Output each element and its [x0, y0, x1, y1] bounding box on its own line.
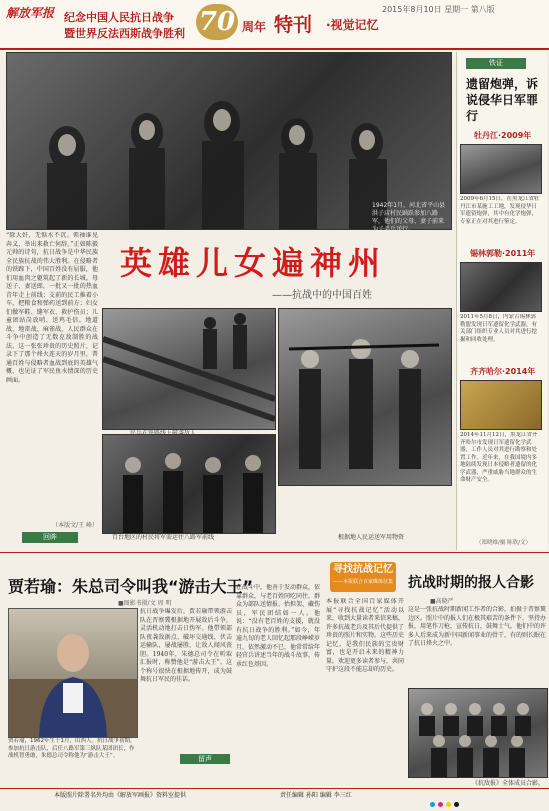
sidebar-byline: （郑晓维/摄 陈欣/文） — [476, 540, 531, 546]
group-photo-caption: 《抗敌报》全体成员合影。 — [472, 780, 545, 787]
photo-b-caption: 根据地人民运送军用物资 — [338, 534, 405, 541]
section-tab-huimou[interactable]: 回眸 — [22, 532, 78, 543]
anniversary-label: 周年 — [242, 20, 267, 34]
campaign-text: 本报联合全国百家媒体开展“寻找抗战记忆”活动以来，收到大量读者来信来稿，许多抗战老兵及其后代提供了珍贵的照片和实物。这些历史记忆，是我们民族的宝贵财富，也是开启未来的精神力量。欢迎更多读者参与，共同守护这段不能忘却的历史。 — [326, 598, 404, 673]
sidebar-head-mudanjiang: 牡丹江·2009年 — [474, 131, 532, 140]
sidebar-photo-xilinguole[interactable] — [460, 262, 542, 312]
special-issue-label: 特刊 — [274, 14, 313, 36]
intro-article: “除大奸，无惧水不沉。领袖谁见奔义，举出来救亡何辞。”正如陈毅元帅的诗句，抗日战争是中华民族全民族抗战的伟大胜利。在侵略者的铁蹄下，中国百姓没有屈服，他们用血肉之躯筑起了新的长城。母送子、妻送郎，一批又一批的热血青年走上前线；支前的民工推着小车，把粮食和弹药送到前方；妇女们做军鞋、缝军衣、救护伤员；儿童团站岗放哨、送鸡毛信。地道战、地雷战、麻雀战，人民群众在斗争中创造了无数克敌制胜的战法。这一张张珍贵的历史照片，记录下了那个烽火连天的岁月里，普通百姓与侵略者血战到底的英雄气概，也见证了军民鱼水情深的历史画面。 — [6, 232, 98, 384]
main-headline: 英雄儿女遍神州 — [120, 244, 387, 282]
intro-byline: （本版文/王 峰） — [52, 522, 98, 529]
color-registration-marks — [430, 792, 462, 811]
portrait-photo[interactable] — [8, 608, 138, 738]
sidebar-text-qiqihaer: 2014年11月12日，黑龙江省齐齐哈尔市发现日军遗留化学武器，工作人员对其进行勘察和处置工作。近年来，在我国境内多地陆续发现日本侵略者遗留的化学武器，严重威胁当地群众的生命财产安全。 — [460, 432, 538, 483]
photo-village-supplies-figures — [103, 435, 275, 533]
photo-supply-transport[interactable] — [278, 308, 452, 486]
photo-railway-sabotage-figures — [103, 309, 275, 429]
footer-editor: 责任编辑 孙阳 编辑 李三红 — [280, 792, 352, 799]
photo-supply-transport-figures — [279, 309, 451, 485]
photo-railway-sabotage[interactable] — [102, 308, 276, 430]
issue-subtitle: ·视觉记忆 — [326, 18, 379, 32]
group-photo-headline: 抗战时期的报人合影 — [408, 575, 534, 591]
group-photo-text: 这是一张抗战时期新闻工作者的合影，拍摄于晋察冀边区。照片中的报人们在极其艰苦的条件下，坚持办报，用笔作刀枪，宣传抗日，鼓舞士气。他们中的许多人后来成为新中国新闻事业的骨干，有的则长眠在了抗日烽火之中。 — [408, 606, 546, 647]
sidebar-text-xilinguole: 2011年5月8日，内蒙古锡林郭勒盟发现日军遗留化学武器，有关部门组织专业人员对其进行挖掘和回收处理。 — [460, 314, 538, 343]
interview-text-col2: 在战斗中，他善于发动群众，依靠群众，与老百姓同吃同住。群众为部队送情报、抬担架、藏伤员，军民团结如一人。他说：“没有老百姓的支援，就没有抗日战争的胜利。”如今，年逾九旬的老人回忆起那段峥嵘岁月，依然激动不已，他常常给年轻官兵讲述当年的战斗故事，传承红色基因。 — [236, 584, 320, 668]
campaign-badge-title: 寻找抗战记忆 — [333, 564, 393, 575]
sidebar-photo-mudanjiang[interactable] — [460, 144, 542, 194]
masthead-line-1: 纪念中国人民抗日战争 — [64, 11, 174, 24]
interview-headline: 贾若瑜：朱总司令叫我“游击大王” — [8, 577, 254, 596]
dateline: 2015年8月10日 星期一 第八版 — [382, 5, 495, 14]
section-divider — [0, 552, 549, 553]
photo-village-supplies[interactable] — [102, 434, 276, 534]
section-tab-liusheng[interactable]: 留声 — [180, 754, 230, 764]
hero-caption: 1942年1月，河北省平山县洪子店村民踊跃参加八路军，他们的父母、妻子前来为子弟兵送行。 — [372, 202, 446, 233]
group-photo-figures — [409, 689, 547, 777]
sidebar-photo-qiqihaer[interactable] — [460, 380, 542, 430]
group-photo-byline: ■高晓严 — [430, 598, 454, 605]
interview-byline: ■图影书摄/文 周 明 — [118, 600, 172, 607]
main-subheadline: ——抗战中的中国百姓 — [272, 290, 372, 301]
sidebar-title: 遗留炮弹，诉说侵华日军罪行 — [466, 77, 539, 123]
portrait-caption: 贾若瑜，1962年生于1月，山西人。抗日战争初期，参加抗日游击队，后任八路军第三纵队某团团长，作战机智勇敢，朱德总司令称他为“游击大王”。 — [8, 738, 136, 759]
photo-c-caption: 百台地区的村民将军需运往八路军前线 — [112, 534, 215, 541]
portrait-photo-figure — [9, 609, 137, 737]
anniversary-number: 70 — [196, 4, 238, 40]
group-photo[interactable] — [408, 688, 548, 778]
campaign-badge[interactable] — [330, 562, 396, 592]
sidebar-text-mudanjiang: 2009年6月15日，在黑龙江省牡丹江市某施工工地，发现侵华日军遗留炮弹，其中有化学炮弹，专家正在对其进行鉴定。 — [460, 196, 540, 225]
footer-credit: 本版照片除署名外均由《解放军画报》资料室提供 — [54, 792, 187, 799]
interview-text-col1: 抗日战争爆发后，贾若瑜带领游击队在晋察冀根据地开展敌后斗争，灵活机动地打击日伪军。他带领部队夜袭敌据点、破坏交通线、伏击运输队，屡战屡胜，让敌人闻风丧胆。1940年，朱德总司令在听取汇报时，称赞他是“游击大王”。这个称号很快在根据地传开，成为鼓舞抗日军民的佳话。 — [140, 608, 232, 683]
sidebar-head-xilinguole: 锡林郭勒·2011年 — [470, 249, 536, 258]
campaign-badge-sub: ——本报联合百家媒体征集 — [332, 579, 393, 585]
section-tab-tiezheng[interactable]: 铁证 — [466, 58, 526, 69]
sidebar-head-qiqihaer: 齐齐哈尔·2014年 — [470, 367, 536, 376]
newspaper-logo[interactable]: 解放军报 — [6, 6, 55, 20]
masthead-line-2: 暨世界反法西斯战争胜利 — [64, 27, 185, 40]
